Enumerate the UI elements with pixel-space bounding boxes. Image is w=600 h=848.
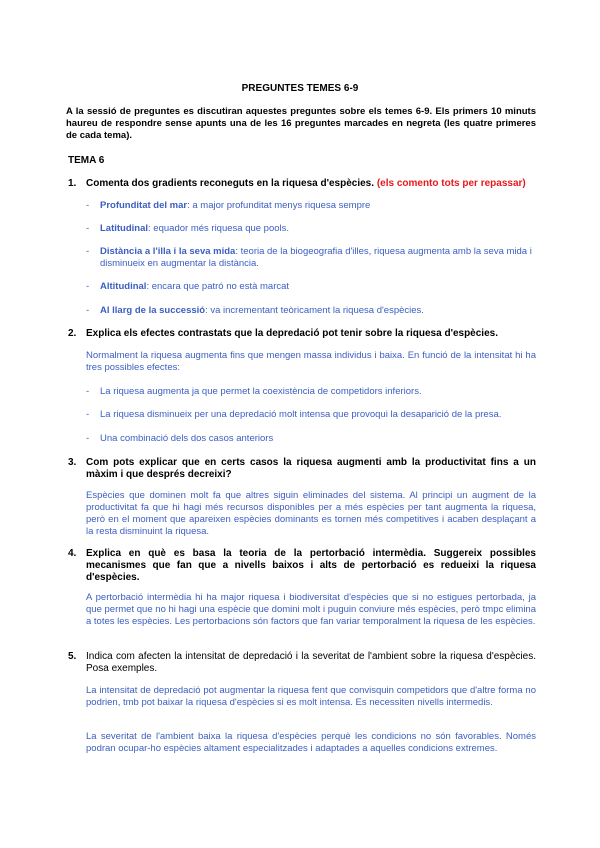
list-item: - Altitudinal: encara que patró no està marcat: [86, 281, 290, 292]
question-4: [68, 548, 536, 584]
list-item: - Una combinació dels dos casos anteriors: [86, 433, 274, 444]
answer-paragraph: La severitat de l'ambient baixa la riquesa d'espècies perquè les condicions no són favorables. Només podran ocupar-ho espècies altament especialitzades i adaptades a aquelles condicions extremes.: [86, 731, 536, 754]
question-text: Comenta dos gradients reconeguts en la riquesa d'espècies.: [86, 178, 375, 189]
question-1: [68, 178, 536, 190]
intro-paragraph: A la sessió de preguntes es discutiran aquestes preguntes sobre els temes 6-9. Els primers 10 minuts haureu de respondre sense apunts una de les 16 preguntes marcades en negreta (les quatre primeres de cada tema).: [66, 106, 536, 141]
question-5: [68, 651, 536, 675]
answer-paragraph: Normalment la riquesa augmenta fins que mengen massa individus i baixa. En funció de la intensitat hi ha tres possibles efectes:: [86, 350, 536, 373]
question-number: 4.: [68, 548, 77, 559]
question-number: 3.: [68, 457, 77, 468]
list-item: - Distància a l'illa i la seva mida: teoria de la biogeografia d'illes, riquesa augmenta amb la seva mida i disminueix en augmentar la distància.: [86, 246, 532, 269]
question-3: [68, 457, 536, 481]
list-item: - La riquesa augmenta ja que permet la coexistència de competidors inferiors.: [86, 386, 422, 397]
section-heading-tema-6: TEMA 6: [68, 155, 105, 166]
list-item: - Al llarg de la successió: va incrementant teòricament la riquesa d'espècies.: [86, 305, 424, 316]
question-text: Explica en què es basa la teoria de la pertorbació intermèdia. Suggereix possibles mecanismes que fan que a nivells baixos i alts de pertorbació es redueixi la riquesa d'espècies.: [86, 548, 536, 583]
question-text: Explica els efectes contrastats que la depredació pot tenir sobre la riquesa d'espècies.: [86, 328, 498, 339]
list-item: - Latitudinal: equador més riquesa que pools.: [86, 223, 290, 234]
question-number: 2.: [68, 328, 77, 339]
answer-paragraph: La intensitat de depredació pot augmentar la riquesa fent que convisquin competidors que d'altre forma no podrien, tmb pot baixar la riquesa d'espècies si es molt intensa. Es necessiten nivells intermedis.: [86, 685, 536, 708]
answer-paragraph: Espècies que dominen molt fa que altres siguin eliminades del sistema. Al principi un augment de la productivitat fa que hi hagi més recursos disponibles per a més espècies per tant augmenta la riquesa, però en el moment que apareixen espècies dominants es tornen més competitives i acaben desplaçant a la resta disminuint la riquesa.: [86, 490, 536, 537]
question-text: Indica com afecten la intensitat de depredació i la severitat de l'ambient sobre la riquesa d'espècies. Posa exemples.: [86, 651, 536, 674]
document-title: PREGUNTES TEMES 6-9: [241, 83, 359, 94]
list-item: - Profunditat del mar: a major profunditat menys riquesa sempre: [86, 200, 371, 211]
list-item: - La riquesa disminueix per una depredació molt intensa que provoqui la desaparició de la presa.: [86, 409, 502, 420]
question-number: 1.: [68, 178, 77, 189]
question-2: [68, 328, 536, 340]
question-note: (els comento tots per repassar): [376, 178, 526, 189]
question-number: 5.: [68, 651, 77, 662]
question-text: Com pots explicar que en certs casos la riquesa augmenti amb la productivitat fins a un màxim i que després decreixi?: [86, 457, 536, 480]
answer-paragraph: A pertorbació intermèdia hi ha major riquesa i biodiversitat d'espècies que si no estigues pertorbada, ja que permet que no hi hagi una espècie que domini molt i puguin conviure més espècies, però tmpc elimina a totes les espècies. Les pertorbacions són factors que fan variar temporalment la riquesa de les espècies.: [86, 592, 536, 627]
